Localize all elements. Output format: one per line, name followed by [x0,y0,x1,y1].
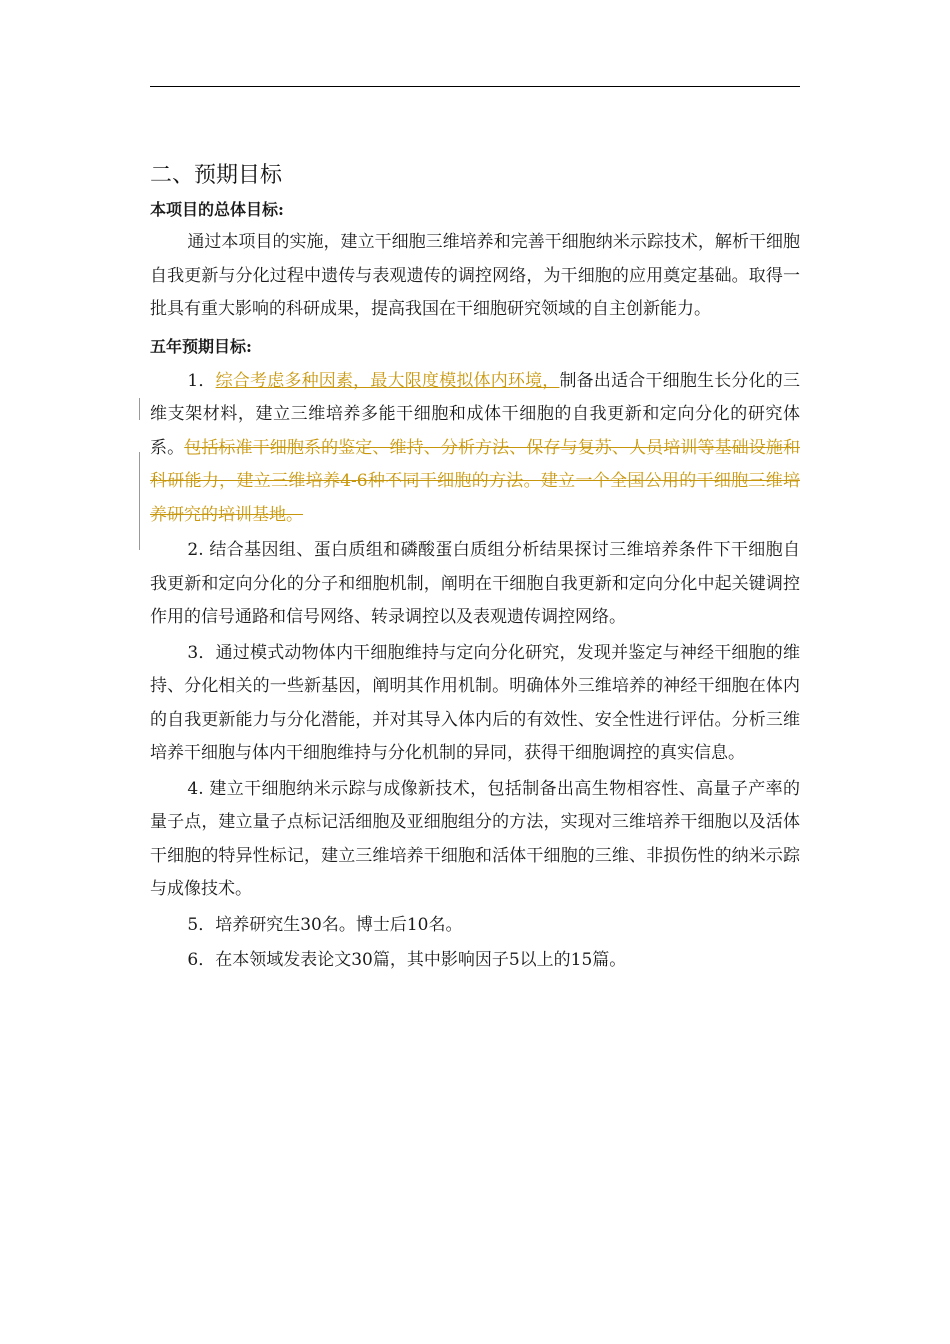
goal-item-4 [150,773,800,907]
goal-text: 在本领域发表论文30篇，其中影响因子5以上的15篇。 [215,950,627,970]
deleted-text: 包括标准干细胞系的鉴定、维持、分析方法、保存与复苏、人员培训等基础设施和科研能力，建立三维培养4-6种不同干细胞的方法。建立一个全国公用的干细胞三维培养研究的培训基地。 [150,437,801,525]
goal-number: 5． [187,914,216,935]
goal-text: 培养研究生30名。博士后10名。 [215,914,463,935]
section-heading: 二、预期目标 [150,163,283,188]
goal-text: 建立干细胞纳米示踪与成像新技术，包括制备出高生物相容性、高量子产率的量子点，建立量子点标记活细胞及亚细胞组分的方法，实现对三维培养干细胞以及活体干细胞的特异性标记，建立三维培养干细胞和活体干细胞的三维、非损伤性的纳米示踪与成像技术。 [150,778,801,899]
header-rule [150,86,800,87]
goal-number: 6． [187,950,216,970]
document-body [150,158,800,978]
goal-number: 1． [187,370,216,391]
goal-item-3 [150,637,800,771]
goal-text: 通过模式动物体内干细胞维持与定向分化研究，发现并鉴定与神经干细胞的维持、分化相关的一些新基因，阐明其作用机制。明确体外三维培养的神经干细胞在体内的自我更新能力与分化潜能，并对其导入体内后的有效性、安全性进行评估。分析三维培养干细胞与体内干细胞维持与分化机制的异同，获得干细胞调控的真实信息。 [150,642,801,763]
goal-item-1 [150,365,800,533]
goal-item-5 [150,909,800,943]
goal-number: 3． [187,642,216,663]
inserted-text: 综合考虑多种因素，最大限度模拟体内环境， [215,370,560,391]
goal-number: 2. [187,540,210,560]
overall-goal-text: 通过本项目的实施，建立干细胞三维培养和完善干细胞纳米示踪技术，解析干细胞自我更新与分化过程中遗传与表观遗传的调控网络，为干细胞的应用奠定基础。取得一批具有重大影响的科研成果，提高我国在干细胞研究领域的自主创新能力。 [150,232,800,319]
five-year-goal-label: 五年预期目标: [150,336,252,356]
revision-change-bar [139,452,140,550]
goal-text: 结合基因组、蛋白质组和磷酸蛋白质组分析结果探讨三维培养条件下干细胞自我更新和定向分化的分子和细胞机制，阐明在干细胞自我更新和定向分化中起关键调控作用的信号通路和信号网络、转录调控以及表观遗传调控网络。 [150,540,801,627]
revision-change-bar [139,398,140,420]
goal-number: 4. [187,778,210,799]
goal-item-6 [150,944,800,978]
goal-item-2 [150,534,800,635]
overall-goal-label: 本项目的总体目标: [150,200,284,219]
goal-text: 制备出适合干细胞生长分化的三维支架材料，建立三维培养多能干细胞和成体干细胞的自我更新和定向分化的研究体系。 [150,370,801,458]
